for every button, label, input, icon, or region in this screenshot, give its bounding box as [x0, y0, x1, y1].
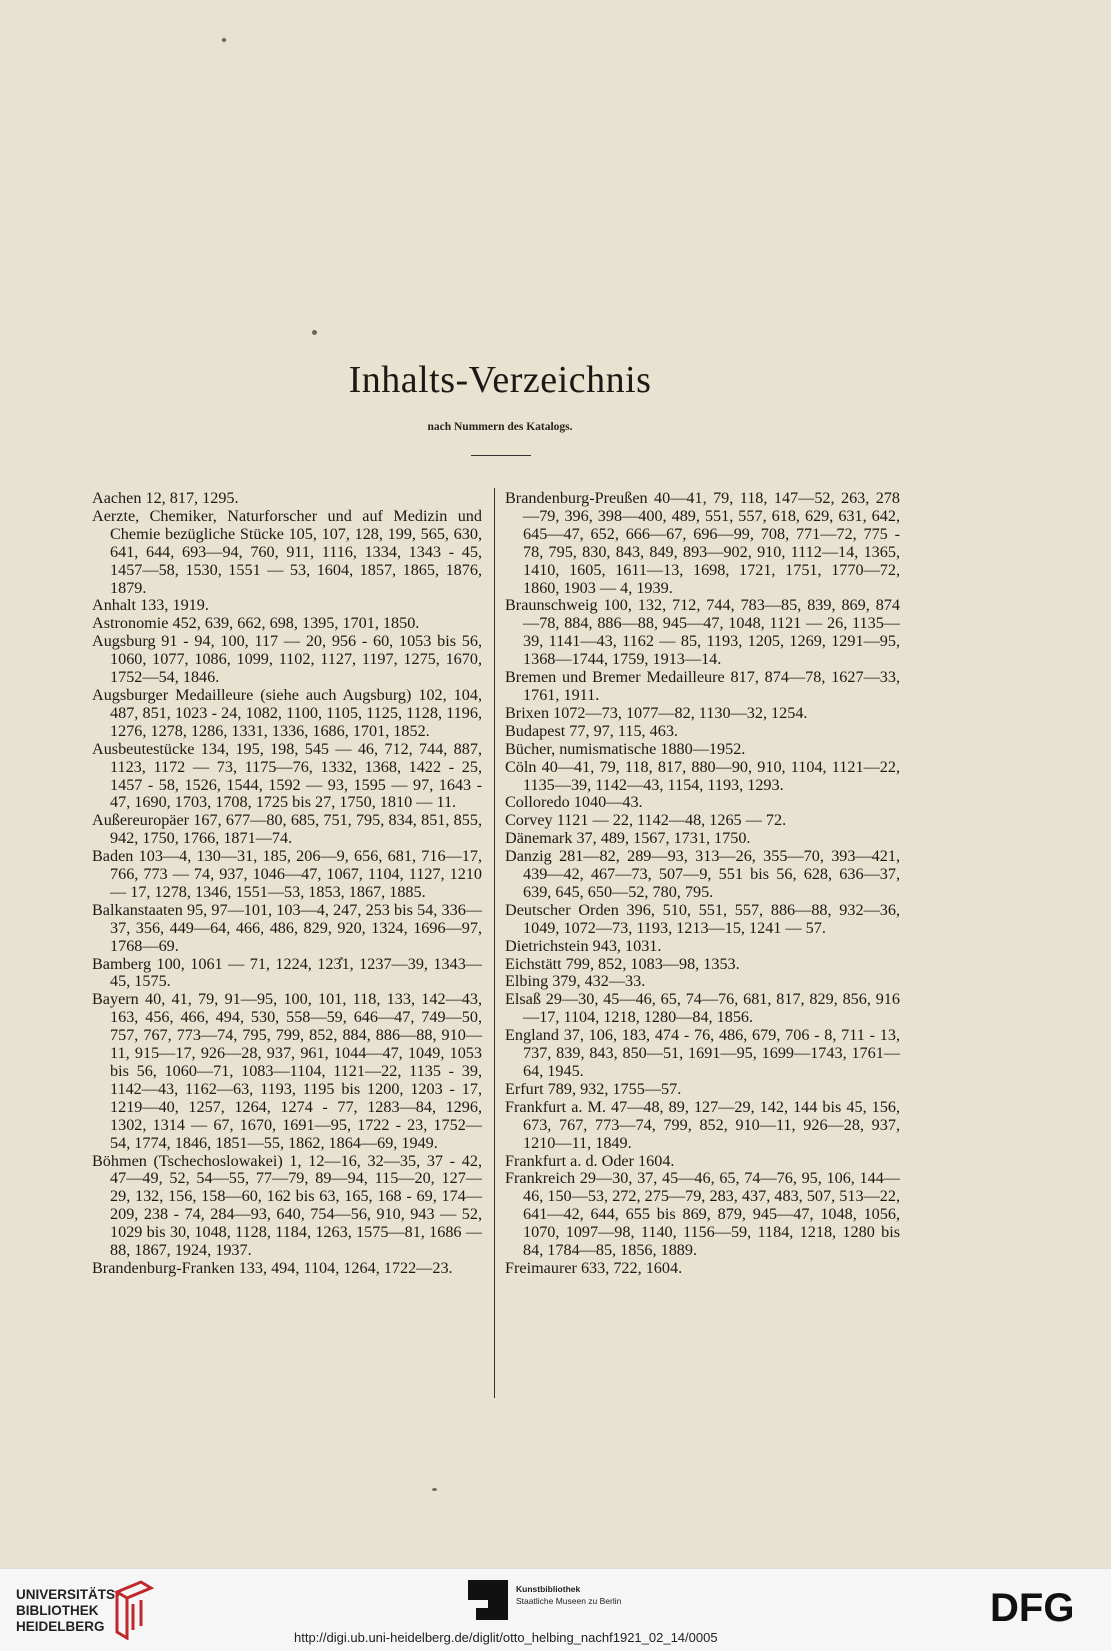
index-entry: Cöln 40—41, 79, 118, 817, 880—90, 910, 1104, 1121—22, 1135—39, 1142—43, 1154, 1193, 1293. [505, 757, 900, 794]
index-entry: Bücher, numismatische 1880—1952. [505, 739, 746, 758]
index-column-right [505, 490, 900, 1278]
index-entry: Frankreich 29—30, 37, 45—46, 65, 74—76, 95, 106, 144—46, 150—53, 272, 275—79, 283, 437, 483, 507, 513—22, 641—42, 644, 655 bis 869, 879, 945—47, 1048, 1056, 1070, 1097—98, 1140, 1156—59, 1184, 1218, 1280 bis 84, 1784—85, 1856, 1889. [505, 1169, 900, 1260]
index-entry: Erfurt 789, 932, 1755—57. [505, 1079, 682, 1098]
index-entry: Balkanstaaten 95, 97—101, 103—4, 247, 253 bis 54, 336—37, 356, 449—64, 466, 486, 829, 920, 1324, 1696—97, 1768—69. [92, 900, 482, 955]
paper-speck [432, 1488, 437, 1491]
ub-line-3: HEIDELBERG [16, 1619, 105, 1634]
index-entry: Astronomie 452, 639, 662, 698, 1395, 1701, 1850. [92, 614, 420, 633]
kunstbibliothek-wordmark[interactable] [516, 1583, 621, 1607]
page-title: Inhalts-Verzeichnis [348, 359, 652, 401]
index-entry: Colloredo 1040—43. [505, 793, 643, 812]
kb-subtitle: Staatliche Museen zu Berlin [516, 1596, 622, 1606]
kb-name: Kunstbibliothek [516, 1584, 581, 1594]
index-column-left [92, 490, 482, 1278]
ub-line-1: UNIVERSITÄTS- [16, 1587, 120, 1602]
index-entry: Bamberg 100, 1061 — 71, 1224, 1231, 1237—39, 1343—45, 1575. [92, 954, 482, 991]
column-divider [494, 488, 495, 1398]
index-entry: Brandenburg-Preußen 40—41, 79, 118, 147—52, 263, 278—79, 396, 398—400, 489, 551, 557, 618, 629, 631, 642, 645—47, 652, 666—67, 696—99, 708, 771—72, 775 - 78, 795, 830, 843, 849, 893—902, 910, 1112—14, 1365, 1410, 1605, 1611—13, 1698, 1721, 1751, 1770—72, 1860, 1903 — 4, 1939. [505, 489, 900, 597]
index-entry: Brandenburg-Franken 133, 494, 1104, 1264, 1722—23. [92, 1258, 453, 1277]
dfg-logo-text: DFG [990, 1589, 1075, 1625]
title-rule [471, 455, 531, 456]
index-entry: England 37, 106, 183, 474 - 76, 486, 679, 706 - 8, 711 - 13, 737, 839, 843, 850—51, 1691—95, 1699—1743, 1761—64, 1945. [505, 1026, 900, 1080]
ub-heidelberg-logo-icon[interactable] [111, 1578, 155, 1640]
index-entry: Freimaurer 633, 722, 1604. [505, 1258, 683, 1277]
permalink-url[interactable]: http://digi.ub.uni-heidelberg.de/diglit/otto_helbing_nachf1921_02_14/0005 [294, 1630, 718, 1645]
index-entry: Braunschweig 100, 132, 712, 744, 783—85, 839, 869, 874—78, 884, 886—88, 945—47, 1048, 1121 — 26, 1135—39, 1141—43, 1162 — 85, 1193, 1205, 1269, 1291—95, 1368—1744, 1759, 1913—14. [505, 596, 900, 669]
index-entry: Frankfurt a. d. Oder 1604. [505, 1151, 675, 1170]
index-entry: Brixen 1072—73, 1077—82, 1130—32, 1254. [505, 703, 808, 722]
index-entry: Corvey 1121 — 22, 1142—48, 1265 — 72. [505, 811, 787, 830]
index-entry: Danzig 281—82, 289—93, 313—26, 355—70, 393—421, 439—42, 467—73, 507—9, 551 bis 56, 628, 636—37, 639, 645, 650—52, 780, 795. [505, 847, 900, 901]
index-entry: Ausbeutestücke 134, 195, 198, 545 — 46, 712, 744, 887, 1123, 1172 — 73, 1175—76, 1332, 1368, 1422 - 25, 1457 - 58, 1526, 1544, 1592 — 93, 1595 — 97, 1643 - 47, 1690, 1703, 1708, 1725 bis 27, 1750, 1810 — 11. [92, 739, 482, 812]
paper-speck [222, 38, 226, 42]
kunstbibliothek-logo-icon[interactable] [468, 1580, 508, 1620]
index-entry: Böhmen (Tschechoslowakei) 1, 12—16, 32—35, 37 - 42, 47—49, 52, 54—55, 77—79, 89—94, 115—20, 127—29, 132, 156, 158—60, 162 bis 63, 165, 168 - 69, 174—209, 238 - 74, 284—93, 640, 754—56, 910, 943 — 52, 1029 bis 30, 1048, 1128, 1184, 1263, 1575—81, 1686 — 88, 1867, 1924, 1937. [92, 1151, 482, 1260]
index-entry: Dietrichstein 943, 1031. [505, 936, 662, 955]
index-entry: Bremen und Bremer Medailleure 817, 874—78, 1627—33, 1761, 1911. [505, 668, 900, 704]
index-entry: Aerzte, Chemiker, Naturforscher und auf Medizin und Chemie bezügliche Stücke 105, 107, 128, 199, 565, 630, 641, 644, 693—94, 760, 911, 1116, 1334, 1343 - 45, 1457—58, 1530, 1551 — 53, 1604, 1857, 1865, 1876, 1879. [92, 506, 482, 597]
index-entry: Augsburger Medailleure (siehe auch Augsburg) 102, 104, 487, 851, 1023 - 24, 1082, 1100, 1105, 1125, 1128, 1196, 1276, 1278, 1286, 1331, 1336, 1686, 1701, 1852. [92, 685, 482, 740]
index-entry: Augsburg 91 - 94, 100, 117 — 20, 956 - 60, 1053 bis 56, 1060, 1077, 1086, 1099, 1102, 1127, 1197, 1275, 1670, 1752—54, 1846. [92, 632, 482, 687]
ub-heidelberg-wordmark[interactable] [16, 1587, 120, 1635]
ub-line-2: BIBLIOTHEK [16, 1603, 99, 1618]
index-entry: Deutscher Orden 396, 510, 551, 557, 886—88, 932—36, 1049, 1072—73, 1193, 1213—15, 1241 — 57. [505, 900, 900, 937]
index-entry: Elbing 379, 432—33. [505, 972, 646, 991]
index-entry: Frankfurt a. M. 47—48, 89, 127—29, 142, 144 bis 45, 156, 673, 767, 773—74, 799, 852, 910—11, 926—28, 937, 1210—11, 1849. [505, 1097, 900, 1152]
page-subtitle: nach Nummern des Katalogs. [427, 421, 573, 433]
paper-speck [312, 330, 317, 335]
index-entry: Aachen 12, 817, 1295. [92, 489, 239, 507]
index-entry: Dänemark 37, 489, 1567, 1731, 1750. [505, 829, 751, 848]
index-entry: Eichstätt 799, 852, 1083—98, 1353. [505, 954, 740, 973]
index-entry: Außereuropäer 167, 677—80, 685, 751, 795, 834, 851, 855, 942, 1750, 1766, 1871—74. [92, 811, 482, 848]
index-entry: Anhalt 133, 1919. [92, 596, 209, 615]
index-entry: Elsaß 29—30, 45—46, 65, 74—76, 681, 817, 829, 856, 916—17, 1104, 1218, 1280—84, 1856. [505, 990, 900, 1027]
dfg-logo-icon[interactable] [990, 1589, 1100, 1625]
index-entry: Budapest 77, 97, 115, 463. [505, 721, 678, 740]
index-entry: Baden 103—4, 130—31, 185, 206—9, 656, 681, 716—17, 766, 773 — 74, 937, 1046—47, 1067, 1104, 1127, 1210 — 17, 1278, 1346, 1551—53, 1853, 1867, 1885. [92, 847, 482, 901]
index-entry: Bayern 40, 41, 79, 91—95, 100, 101, 118, 133, 142—43, 163, 456, 466, 494, 530, 558—59, 646—47, 749—50, 757, 767, 773—74, 795, 799, 852, 884, 886—88, 910—11, 915—17, 926—28, 937, 961, 1044—47, 1049, 1053 bis 56, 1060—71, 1083—1104, 1121—22, 1135 - 39, 1142—43, 1162—63, 1193, 1195 bis 1200, 1203 - 17, 1219—40, 1257, 1264, 1274 - 77, 1283—84, 1296, 1302, 1314 — 67, 1670, 1691—95, 1722 - 23, 1752—54, 1774, 1846, 1851—55, 1862, 1864—69, 1949. [92, 990, 482, 1152]
